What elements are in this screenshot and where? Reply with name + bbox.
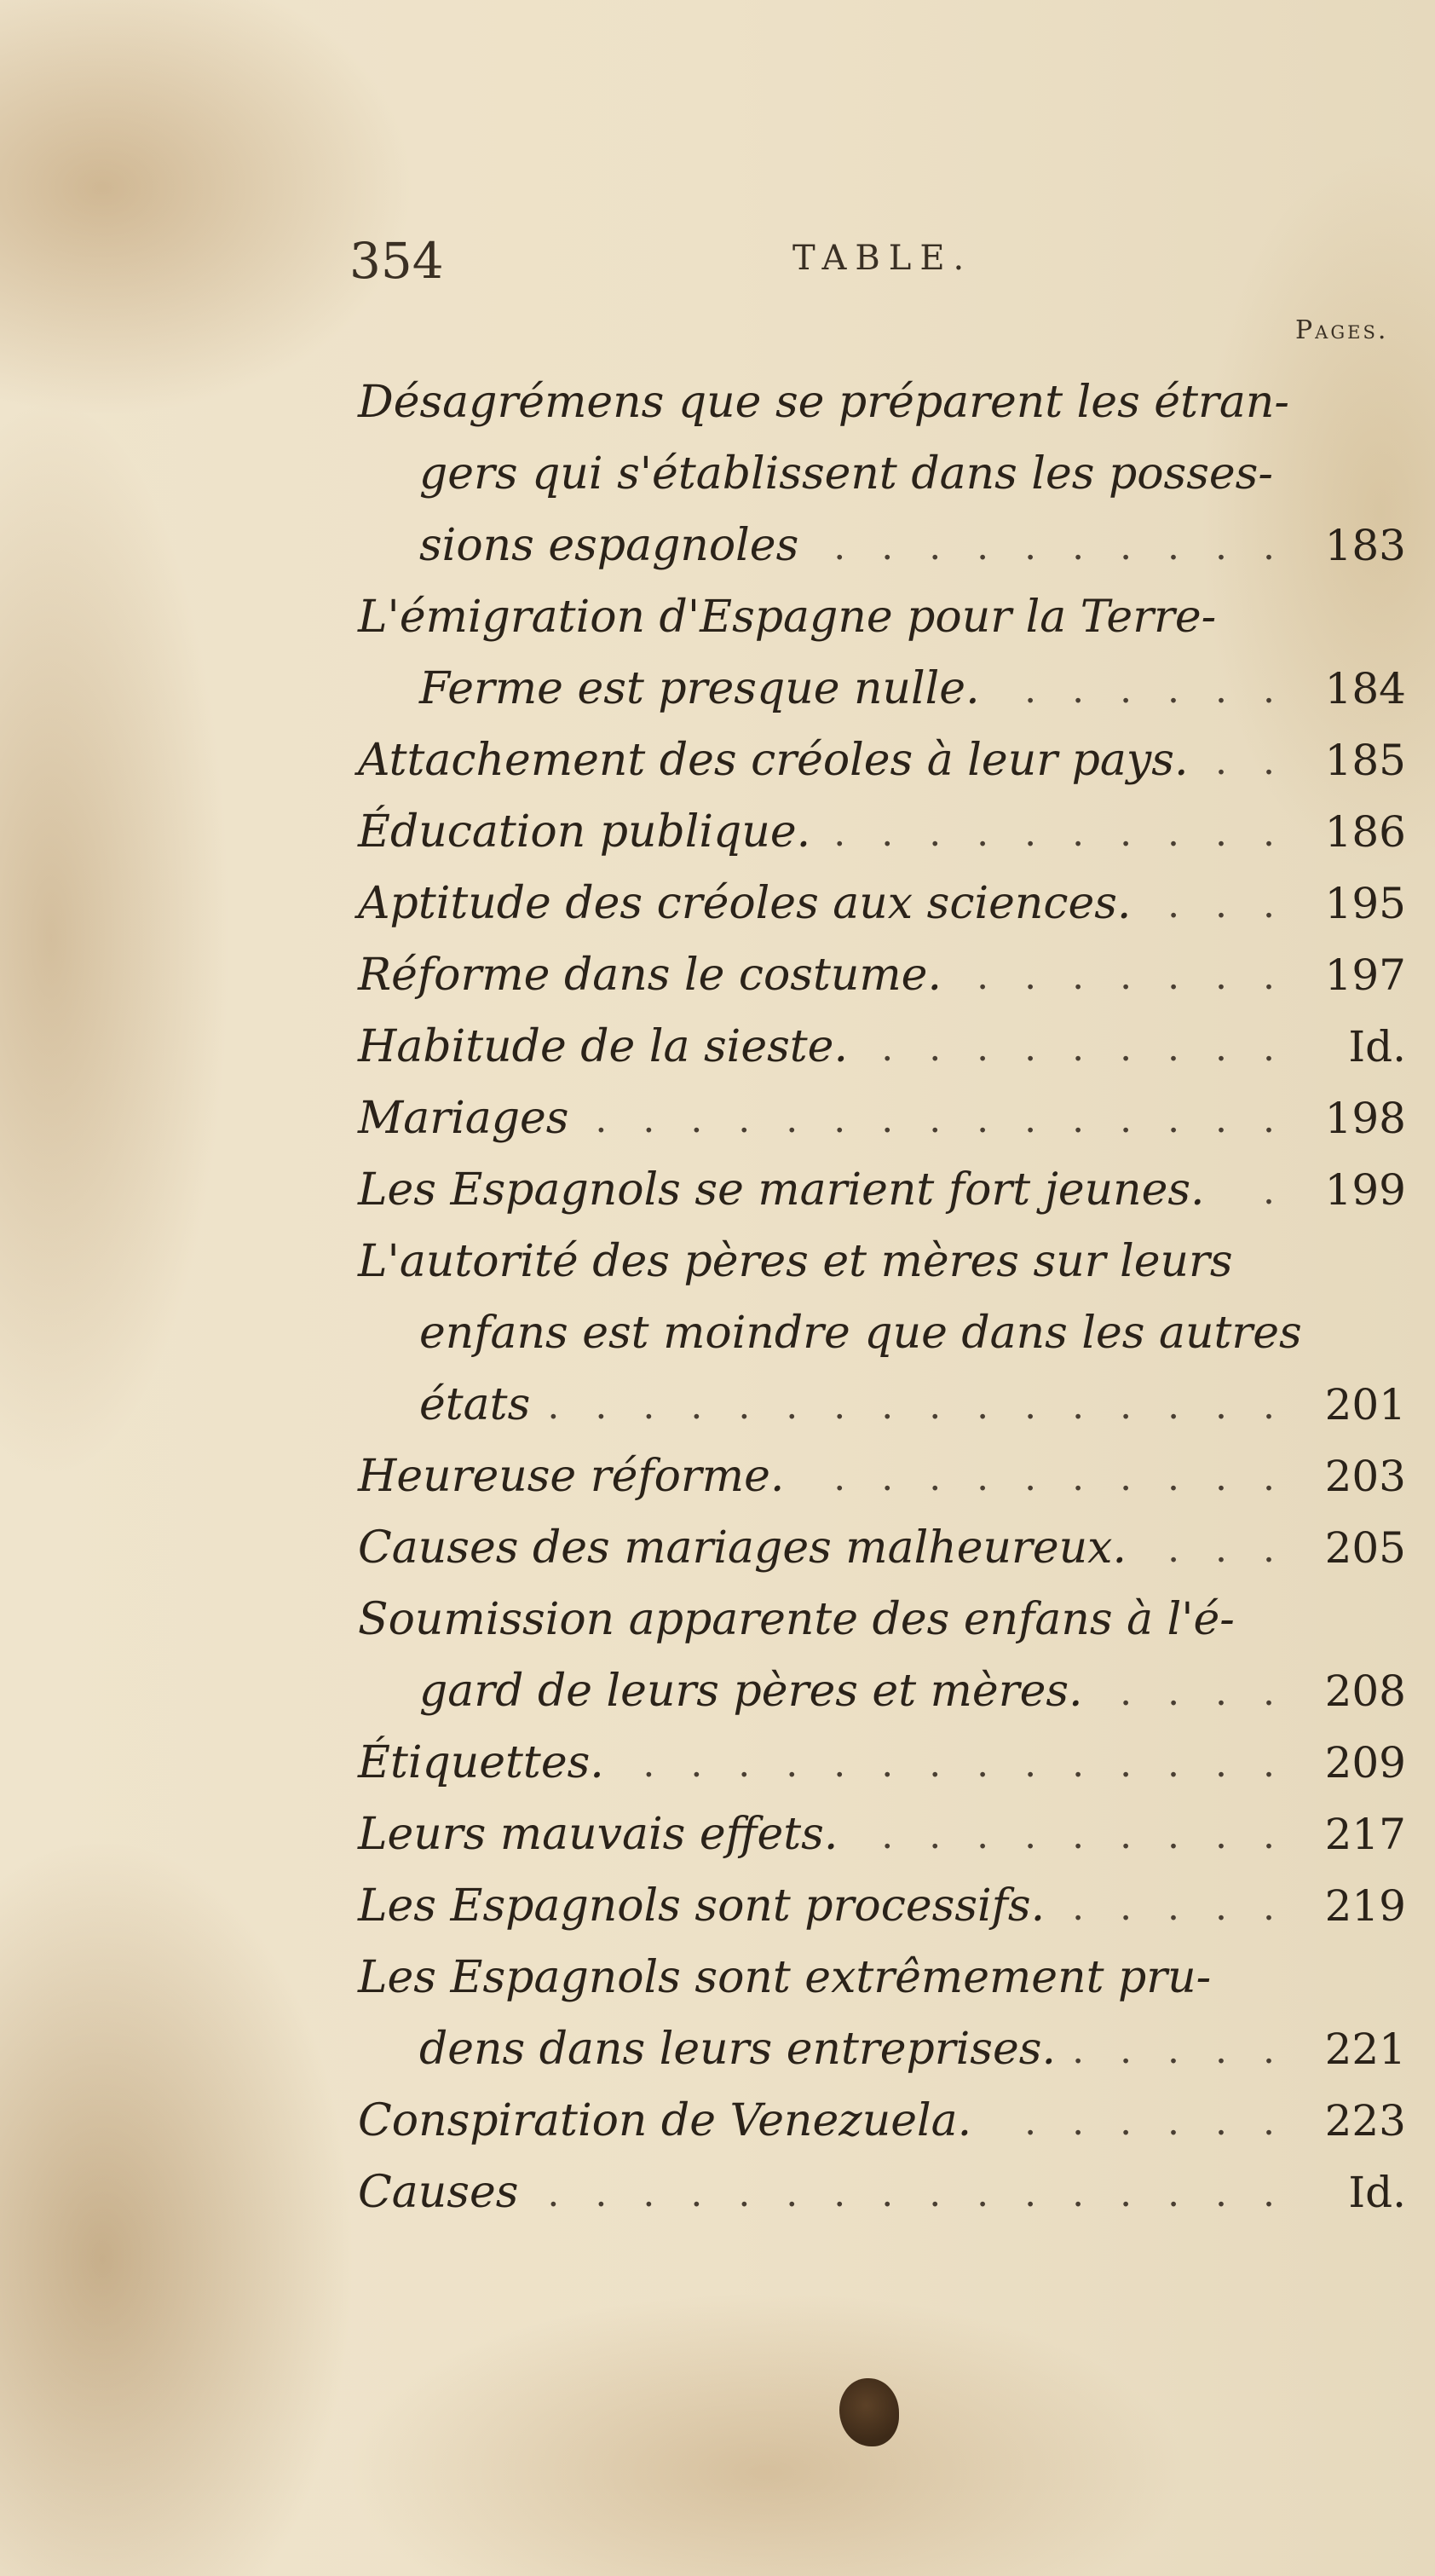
toc-entry-text: Leurs mauvais effets. [358, 1809, 839, 1860]
dot-leader: . . [1215, 740, 1287, 783]
dot-leader: . . . . . . . . . . . . . . . . [547, 2172, 1287, 2215]
toc-entry [358, 1011, 1406, 1083]
page-number: 208 [1324, 1666, 1406, 1716]
toc-entry [358, 367, 1406, 581]
toc-entry-line [358, 2157, 1406, 2228]
dot-leader: . . . . . . [1024, 668, 1287, 712]
page-number: 219 [1324, 1881, 1406, 1931]
toc-entry [358, 2085, 1406, 2157]
toc-entry-line [358, 1799, 1406, 1870]
toc-entry-line [358, 581, 1406, 653]
toc-entry-text: dens dans leurs entreprises. [419, 2024, 1056, 2075]
page-number: Id. [1348, 2168, 1406, 2217]
toc-entry-text: Causes des mariages malheureux. [358, 1522, 1127, 1574]
dot-leader: . . . . . . [1024, 2100, 1287, 2144]
page-number: 185 [1324, 736, 1406, 785]
page-number: 183 [1324, 521, 1406, 570]
toc-entry [358, 939, 1406, 1011]
toc-entry-text: Étiquettes. [358, 1737, 604, 1788]
ink-stain [839, 2378, 899, 2446]
toc-entry-text: Désagrémens que se préparent les étran- [358, 377, 1289, 428]
toc-entry-line [358, 1870, 1406, 1942]
dot-leader: . . . . [1120, 1671, 1287, 1714]
dot-leader: . . . . . . . . . . . . . . [643, 1742, 1287, 1786]
toc-entry-text: Ferme est presque nulle. [419, 663, 980, 714]
toc-entry [358, 1083, 1406, 1154]
dot-leader: . . . . . . . . . [881, 1026, 1287, 1070]
page-number: 199 [1324, 1165, 1406, 1215]
page-number: 217 [1324, 1810, 1406, 1859]
toc-entry-line [358, 1226, 1406, 1297]
page-number: 184 [1324, 664, 1406, 713]
toc-entry-text: gers qui s'établissent dans les posses- [419, 448, 1273, 500]
dot-leader: . [1263, 1170, 1287, 1213]
page-number: 205 [1324, 1523, 1406, 1573]
toc-entry-text: L'autorité des pères et mères sur leurs [358, 1236, 1233, 1287]
page-number: 198 [1324, 1094, 1406, 1143]
toc-entry [358, 725, 1406, 796]
page-number: 223 [1324, 2096, 1406, 2146]
toc-entry [358, 1226, 1406, 1441]
page-number: 221 [1324, 2024, 1406, 2074]
toc-entry-line [358, 510, 1406, 581]
folio-number: 354 [349, 232, 444, 290]
page-number: Id. [1348, 1022, 1406, 1071]
toc-entry-line [358, 1584, 1406, 1655]
toc-entry [358, 1727, 1406, 1799]
toc-entry-line [358, 653, 1406, 725]
toc-entry-line [358, 1011, 1406, 1083]
toc-entry [358, 1441, 1406, 1512]
running-title: TABLE. [792, 239, 973, 278]
toc-entry-text: Attachement des créoles à leur pays. [358, 735, 1189, 786]
toc-entry [358, 868, 1406, 939]
dot-leader: . . . . . . . . . [881, 1814, 1287, 1857]
toc-entry-text: Conspiration de Venezuela. [358, 2095, 972, 2146]
toc-entry-text: Réforme dans le costume. [358, 950, 942, 1001]
toc-entry [358, 1870, 1406, 1942]
toc-entry-text: Heureuse réforme. [358, 1451, 785, 1502]
page-number: 197 [1324, 950, 1406, 1000]
toc-entry-line [358, 725, 1406, 796]
dot-leader: . . . [1167, 883, 1287, 927]
page-number: 201 [1324, 1380, 1406, 1430]
toc-entry-line [358, 2085, 1406, 2157]
toc-entry-text: gard de leurs pères et mères. [419, 1666, 1083, 1717]
dot-leader: . . . . . . . . . . [833, 811, 1287, 855]
toc-entry [358, 1942, 1406, 2085]
dot-leader: . . . . . [1072, 1886, 1287, 1929]
toc-entry-line [358, 1512, 1406, 1584]
toc-entry-line [358, 1655, 1406, 1727]
toc-entry-text: Mariages [358, 1093, 569, 1144]
toc-entry-text: Les Espagnols sont extrêmement pru- [358, 1952, 1212, 2003]
toc-entry-text: Soumission apparente des enfans à l'é- [358, 1594, 1235, 1645]
dot-leader: . . . . . . . . . . . . . . . [595, 1098, 1287, 1141]
toc-entry-text: Les Espagnols sont processifs. [358, 1880, 1046, 1932]
toc-entry-text: Les Espagnols se marient fort jeunes. [358, 1164, 1205, 1216]
toc-entry-line [358, 868, 1406, 939]
dot-leader: . . . . . . . . . . . . . . . . [547, 1384, 1287, 1428]
dot-leader: . . . . . . . . . . [833, 525, 1287, 569]
toc-entry-text: Aptitude des créoles aux sciences. [358, 878, 1132, 929]
toc-entry [358, 2157, 1406, 2228]
pages-column-label: Pages. [1295, 315, 1389, 345]
toc-entry-line [358, 438, 1406, 510]
toc-entry-line [358, 367, 1406, 438]
page-number: 209 [1324, 1738, 1406, 1788]
toc-entry-text: sions espagnoles [419, 520, 799, 571]
toc-entry-line [358, 1727, 1406, 1799]
toc-entry [358, 1584, 1406, 1727]
toc-entry-line [358, 1297, 1406, 1369]
toc-entry [358, 1512, 1406, 1584]
page-header [349, 232, 1435, 309]
toc-entry-text: L'émigration d'Espagne pour la Terre- [358, 592, 1217, 643]
toc-entry-line [358, 1369, 1406, 1441]
toc-entry-line [358, 1942, 1406, 2013]
toc-entry [358, 796, 1406, 868]
toc-entry-text: Éducation publique. [358, 806, 811, 858]
dot-leader: . . . [1167, 1528, 1287, 1571]
dot-leader: . . . . . . . [977, 955, 1287, 998]
toc-entry [358, 581, 1406, 725]
toc-entry-line [358, 1083, 1406, 1154]
toc-entry-text: enfans est moindre que dans les autres [419, 1308, 1302, 1359]
toc-entry-text: Habitude de la sieste. [358, 1021, 848, 1072]
toc-entry-line [358, 796, 1406, 868]
toc-entry-line [358, 1441, 1406, 1512]
dot-leader: . . . . . . . . . . [833, 1456, 1287, 1499]
toc-entry-line [358, 1154, 1406, 1226]
dot-leader: . . . . . [1072, 2029, 1287, 2072]
toc-entry [358, 1799, 1406, 1870]
page-number: 195 [1324, 879, 1406, 928]
page-number: 203 [1324, 1452, 1406, 1501]
toc-entry-text: états [419, 1379, 531, 1430]
table-of-contents [358, 367, 1406, 2228]
toc-entry-text: Causes [358, 2167, 519, 2218]
page-number: 186 [1324, 807, 1406, 857]
toc-entry [358, 1154, 1406, 1226]
toc-entry-line [358, 939, 1406, 1011]
toc-entry-line [358, 2013, 1406, 2085]
